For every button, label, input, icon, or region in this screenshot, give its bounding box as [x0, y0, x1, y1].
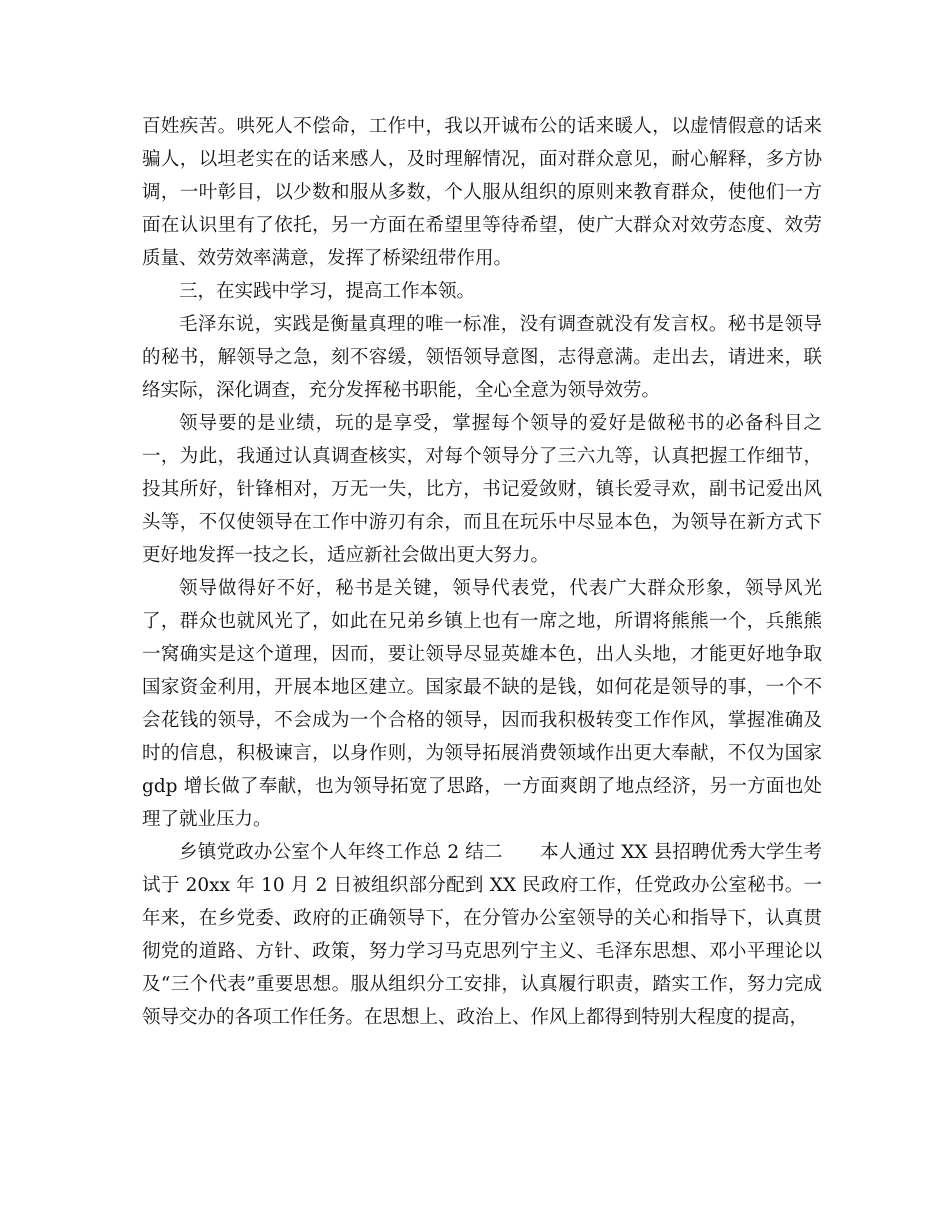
paragraph-5: 领导做得好不好，秘书是关键，领导代表党，代表广大群众形象，领导风光了，群众也就风光了，如此在兄弟乡镇上也有一席之地，所谓将熊熊一个，兵熊熊一窝确实是这个道理，因而，要让领导尽显英雄本色，出人头地，才能更好地争取国家资金利用，开展本地区建立。国家最不缺的是钱，如何花是领导的事，一个不会花钱的领导，不会成为一个合格的领导，因而我积极转变工作作风，掌握准确及时的信息，积极谏言，以身作则，为领导拓展消费领域作出更大奉献，不仅为国家 gdp 增长做了奉献，也为领导拓宽了思路，一方面爽朗了地点经济，另一方面也处理了就业压力。	[142, 578, 822, 830]
paragraph-4: 领导要的是业绩，玩的是享受，掌握每个领导的爱好是做秘书的必备科目之一，为此，我通过认真调查核实，对每个领导分了三六九等，认真把握工作细节，投其所好，针锋相对，万无一失，比方，书记爱敛财，镇长爱寻欢，副书记爱出风头等，不仅使领导在工作中游刃有余，而且在玩乐中尽显本色，为领导在新方式下更好地发挥一技之长，适应新社会做出更大努力。	[142, 413, 822, 566]
section-heading-3: 三，在实践中学习，提高工作本领。	[179, 281, 476, 302]
paragraph-6: 乡镇党政办公室个人年终工作总 2 结二 本人通过 XX 县招聘优秀大学生考试于 20xx 年 10 月 2 日被组织部分配到 XX 民政府工作，任党政办公室秘书。一年来，在乡党委、政府的正确领导下，在分管办公室领导的关心和指导下，认真贯彻党的道路、方针、政策，努力学习马克思列宁主义、毛泽东思想、邓小平理论以及“三个代表”重要思想。服从组织分工安排，认真履行职责，踏实工作，努力完成领导交办的各项工作任务。在思想上、政治上、作风上都得到特别大程度的提高，	[142, 842, 822, 1028]
paragraph-1: 百姓疾苦。哄死人不偿命，工作中，我以开诚布公的话来暖人，以虚情假意的话来骗人，以坦老实在的话来感人，及时理解情况，面对群众意见，耐心解释，多方协调，一叶彰目，以少数和服从多数，个人服从组织的原则来教育群众，使他们一方面在认识里有了依托，另一方面在希望里等待希望，使广大群众对效劳态度、效劳质量、效劳效率满意，发挥了桥梁纽带作用。	[142, 116, 822, 269]
document-body	[142, 110, 822, 1034]
paragraph-3: 毛泽东说，实践是衡量真理的唯一标准，没有调查就没有发言权。秘书是领导的秘书，解领导之急，刻不容缓，领悟领导意图，志得意满。走出去，请进来，联络实际，深化调查，充分发挥秘书职能，全心全意为领导效劳。	[142, 314, 822, 401]
